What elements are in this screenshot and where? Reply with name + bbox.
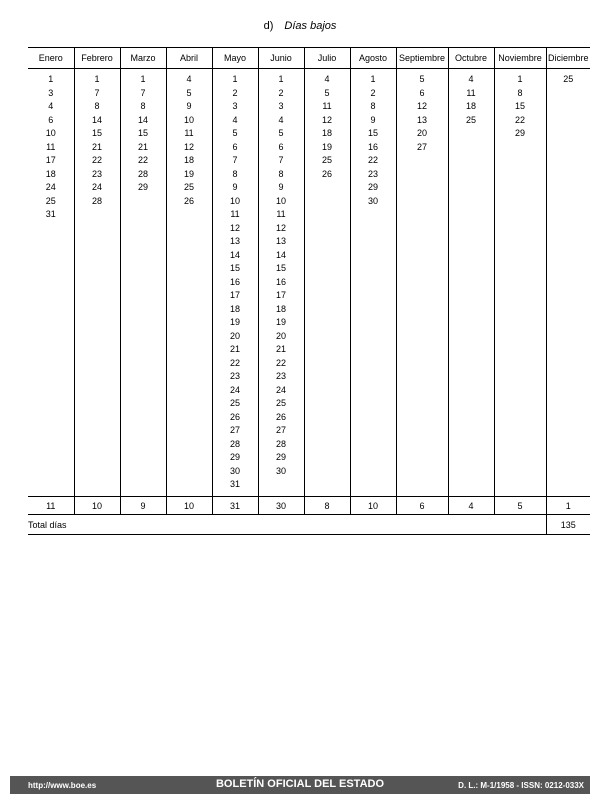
month-days-cell <box>396 69 448 497</box>
day-number: 6 <box>232 141 238 152</box>
day-number: 22 <box>137 155 148 165</box>
month-count: 30 <box>258 497 304 515</box>
month-days-cell <box>448 69 494 497</box>
day-number: 3 <box>48 87 54 98</box>
day-number: 21 <box>229 344 240 354</box>
day-number: 10 <box>275 195 286 206</box>
day-number: 25 <box>275 398 286 408</box>
day-number: 11 <box>46 141 56 152</box>
day-number: 6 <box>48 114 54 125</box>
day-number: 9 <box>370 114 376 125</box>
day-number: 15 <box>229 263 240 273</box>
day-number: 14 <box>229 249 240 260</box>
day-number: 4 <box>48 101 54 111</box>
day-number: 18 <box>465 101 476 111</box>
day-number: 12 <box>229 222 240 233</box>
day-number: 1 <box>517 74 523 84</box>
day-number: 30 <box>275 465 286 476</box>
day-number: 12 <box>321 114 332 125</box>
day-number: 15 <box>367 128 378 138</box>
day-number: 21 <box>137 141 148 152</box>
month-days-cell <box>304 69 350 497</box>
day-number: 12 <box>183 141 194 152</box>
day-number: 19 <box>321 141 332 152</box>
day-number: 4 <box>278 114 284 125</box>
day-number: 19 <box>229 317 240 327</box>
month-header: Junio <box>258 48 304 69</box>
day-number: 18 <box>183 155 194 165</box>
month-days-cell <box>212 69 258 497</box>
day-number: 1 <box>370 74 376 84</box>
footer-legal: D. L.: M-1/1958 - ISSN: 0212-033X <box>458 781 584 790</box>
day-number: 2 <box>370 87 376 98</box>
day-number: 8 <box>517 87 523 98</box>
day-number: 4 <box>468 74 474 84</box>
day-number: 20 <box>229 330 240 341</box>
day-number: 13 <box>275 236 286 246</box>
day-number: 31 <box>45 209 56 219</box>
day-number: 2 <box>232 87 238 98</box>
day-number: 3 <box>278 101 284 111</box>
day-number: 11 <box>276 209 286 219</box>
day-number: 25 <box>563 74 574 84</box>
day-number: 20 <box>275 330 286 341</box>
day-number: 28 <box>275 438 286 449</box>
day-number: 11 <box>184 128 194 138</box>
day-number: 29 <box>229 452 240 462</box>
section-letter: d) <box>263 20 274 32</box>
day-number: 19 <box>275 317 286 327</box>
day-number: 22 <box>514 114 525 125</box>
day-number: 29 <box>275 452 286 462</box>
day-number: 23 <box>275 371 286 381</box>
day-number: 6 <box>278 141 284 152</box>
day-number: 24 <box>275 384 286 395</box>
day-number: 23 <box>367 168 378 179</box>
day-number: 22 <box>367 155 378 165</box>
day-number: 28 <box>137 168 148 179</box>
month-count: 9 <box>120 497 166 515</box>
day-number: 16 <box>229 276 240 287</box>
day-number: 3 <box>232 101 238 111</box>
day-number: 1 <box>140 74 146 84</box>
day-number: 29 <box>367 182 378 192</box>
day-number: 30 <box>229 465 240 476</box>
month-days-cell <box>350 69 396 497</box>
day-number: 26 <box>229 411 240 422</box>
day-number: 9 <box>278 182 284 192</box>
day-number: 26 <box>183 195 194 206</box>
day-number: 11 <box>466 87 476 98</box>
count-row <box>28 497 590 515</box>
day-number: 1 <box>232 74 238 84</box>
day-number: 12 <box>416 101 427 111</box>
month-count: 1 <box>546 497 590 515</box>
day-number: 25 <box>465 114 476 125</box>
day-number: 17 <box>229 290 240 300</box>
day-number: 8 <box>278 168 284 179</box>
day-number: 21 <box>91 141 102 152</box>
day-number: 8 <box>140 101 146 111</box>
day-number: 25 <box>183 182 194 192</box>
day-number: 27 <box>416 141 427 152</box>
day-number: 17 <box>45 155 56 165</box>
day-number: 14 <box>91 114 102 125</box>
month-header: Abril <box>166 48 212 69</box>
day-number: 22 <box>275 357 286 368</box>
month-days-cell <box>120 69 166 497</box>
month-header: Febrero <box>74 48 120 69</box>
month-header: Diciembre <box>546 48 590 69</box>
month-header: Enero <box>28 48 74 69</box>
day-number: 5 <box>324 87 330 98</box>
day-number: 26 <box>275 411 286 422</box>
days-row <box>28 69 590 497</box>
day-number: 15 <box>137 128 148 138</box>
month-count: 31 <box>212 497 258 515</box>
day-number: 10 <box>45 128 56 138</box>
footer-url-link[interactable]: http://www.boe.es <box>28 781 97 790</box>
day-number: 25 <box>45 195 56 206</box>
total-value: 135 <box>546 515 590 535</box>
day-number: 4 <box>232 114 238 125</box>
day-number: 28 <box>91 195 102 206</box>
section-heading <box>0 20 600 32</box>
day-number: 15 <box>275 263 286 273</box>
month-header-row <box>28 48 590 69</box>
total-label: Total días <box>28 515 546 535</box>
day-number: 25 <box>229 398 240 408</box>
day-number: 14 <box>275 249 286 260</box>
day-number: 23 <box>229 371 240 381</box>
day-number: 6 <box>419 87 425 98</box>
day-number: 24 <box>45 182 56 192</box>
day-number: 7 <box>140 87 146 98</box>
day-number: 18 <box>275 303 286 314</box>
footer-bar <box>10 776 590 794</box>
total-row <box>28 515 590 535</box>
month-count: 8 <box>304 497 350 515</box>
month-header: Julio <box>304 48 350 69</box>
day-number: 24 <box>91 182 102 192</box>
day-number: 11 <box>230 209 240 219</box>
day-number: 9 <box>186 101 192 111</box>
month-header: Marzo <box>120 48 166 69</box>
day-number: 18 <box>45 168 56 179</box>
day-number: 27 <box>275 425 286 435</box>
day-number: 14 <box>137 114 148 125</box>
day-number: 26 <box>321 168 332 179</box>
day-number: 18 <box>321 128 332 138</box>
day-number: 7 <box>94 87 100 98</box>
month-count: 10 <box>166 497 212 515</box>
month-days-cell <box>258 69 304 497</box>
day-number: 8 <box>232 168 238 179</box>
day-number: 16 <box>367 141 378 152</box>
day-number: 1 <box>94 74 100 84</box>
day-number: 7 <box>232 155 238 165</box>
day-number: 31 <box>229 479 240 489</box>
day-number: 20 <box>416 128 427 138</box>
day-number: 1 <box>48 74 54 84</box>
month-header: Septiembre <box>396 48 448 69</box>
day-number: 29 <box>137 182 148 192</box>
day-number: 2 <box>278 87 284 98</box>
day-number: 16 <box>275 276 286 287</box>
month-count: 6 <box>396 497 448 515</box>
day-number: 23 <box>91 168 102 179</box>
day-number: 5 <box>278 128 284 138</box>
day-number: 5 <box>232 128 238 138</box>
day-number: 17 <box>275 290 286 300</box>
day-number: 28 <box>229 438 240 449</box>
day-number: 21 <box>275 344 286 354</box>
month-header: Agosto <box>350 48 396 69</box>
month-days-cell <box>494 69 546 497</box>
footer-publication: BOLETÍN OFICIAL DEL ESTADO <box>215 778 385 790</box>
day-number: 18 <box>229 303 240 314</box>
day-number: 8 <box>370 101 376 111</box>
day-number: 1 <box>278 74 284 84</box>
month-count: 4 <box>448 497 494 515</box>
month-count: 5 <box>494 497 546 515</box>
day-number: 22 <box>91 155 102 165</box>
day-number: 13 <box>416 114 427 125</box>
day-number: 10 <box>183 114 194 125</box>
day-number: 15 <box>514 101 525 111</box>
month-days-cell <box>28 69 74 497</box>
day-number: 4 <box>186 74 192 84</box>
day-number: 29 <box>514 128 525 138</box>
day-number: 4 <box>324 74 330 84</box>
day-number: 5 <box>186 87 192 98</box>
month-header: Noviembre <box>494 48 546 69</box>
day-number: 24 <box>229 384 240 395</box>
day-number: 25 <box>321 155 332 165</box>
month-days-cell <box>74 69 120 497</box>
day-number: 5 <box>419 74 425 84</box>
day-number: 22 <box>229 357 240 368</box>
month-count: 10 <box>350 497 396 515</box>
month-days-cell <box>166 69 212 497</box>
day-number: 13 <box>229 236 240 246</box>
day-number: 19 <box>183 168 194 179</box>
day-number: 12 <box>275 222 286 233</box>
day-number: 30 <box>367 195 378 206</box>
low-days-table <box>28 47 590 535</box>
section-title: Días bajos <box>284 20 337 32</box>
day-number: 27 <box>229 425 240 435</box>
day-number: 8 <box>94 101 100 111</box>
day-number: 7 <box>278 155 284 165</box>
day-number: 9 <box>232 182 238 192</box>
month-header: Mayo <box>212 48 258 69</box>
month-header: Octubre <box>448 48 494 69</box>
month-count: 10 <box>74 497 120 515</box>
month-count: 11 <box>28 497 74 515</box>
day-number: 15 <box>91 128 102 138</box>
month-days-cell <box>546 69 590 497</box>
day-number: 11 <box>322 101 332 111</box>
day-number: 10 <box>229 195 240 206</box>
